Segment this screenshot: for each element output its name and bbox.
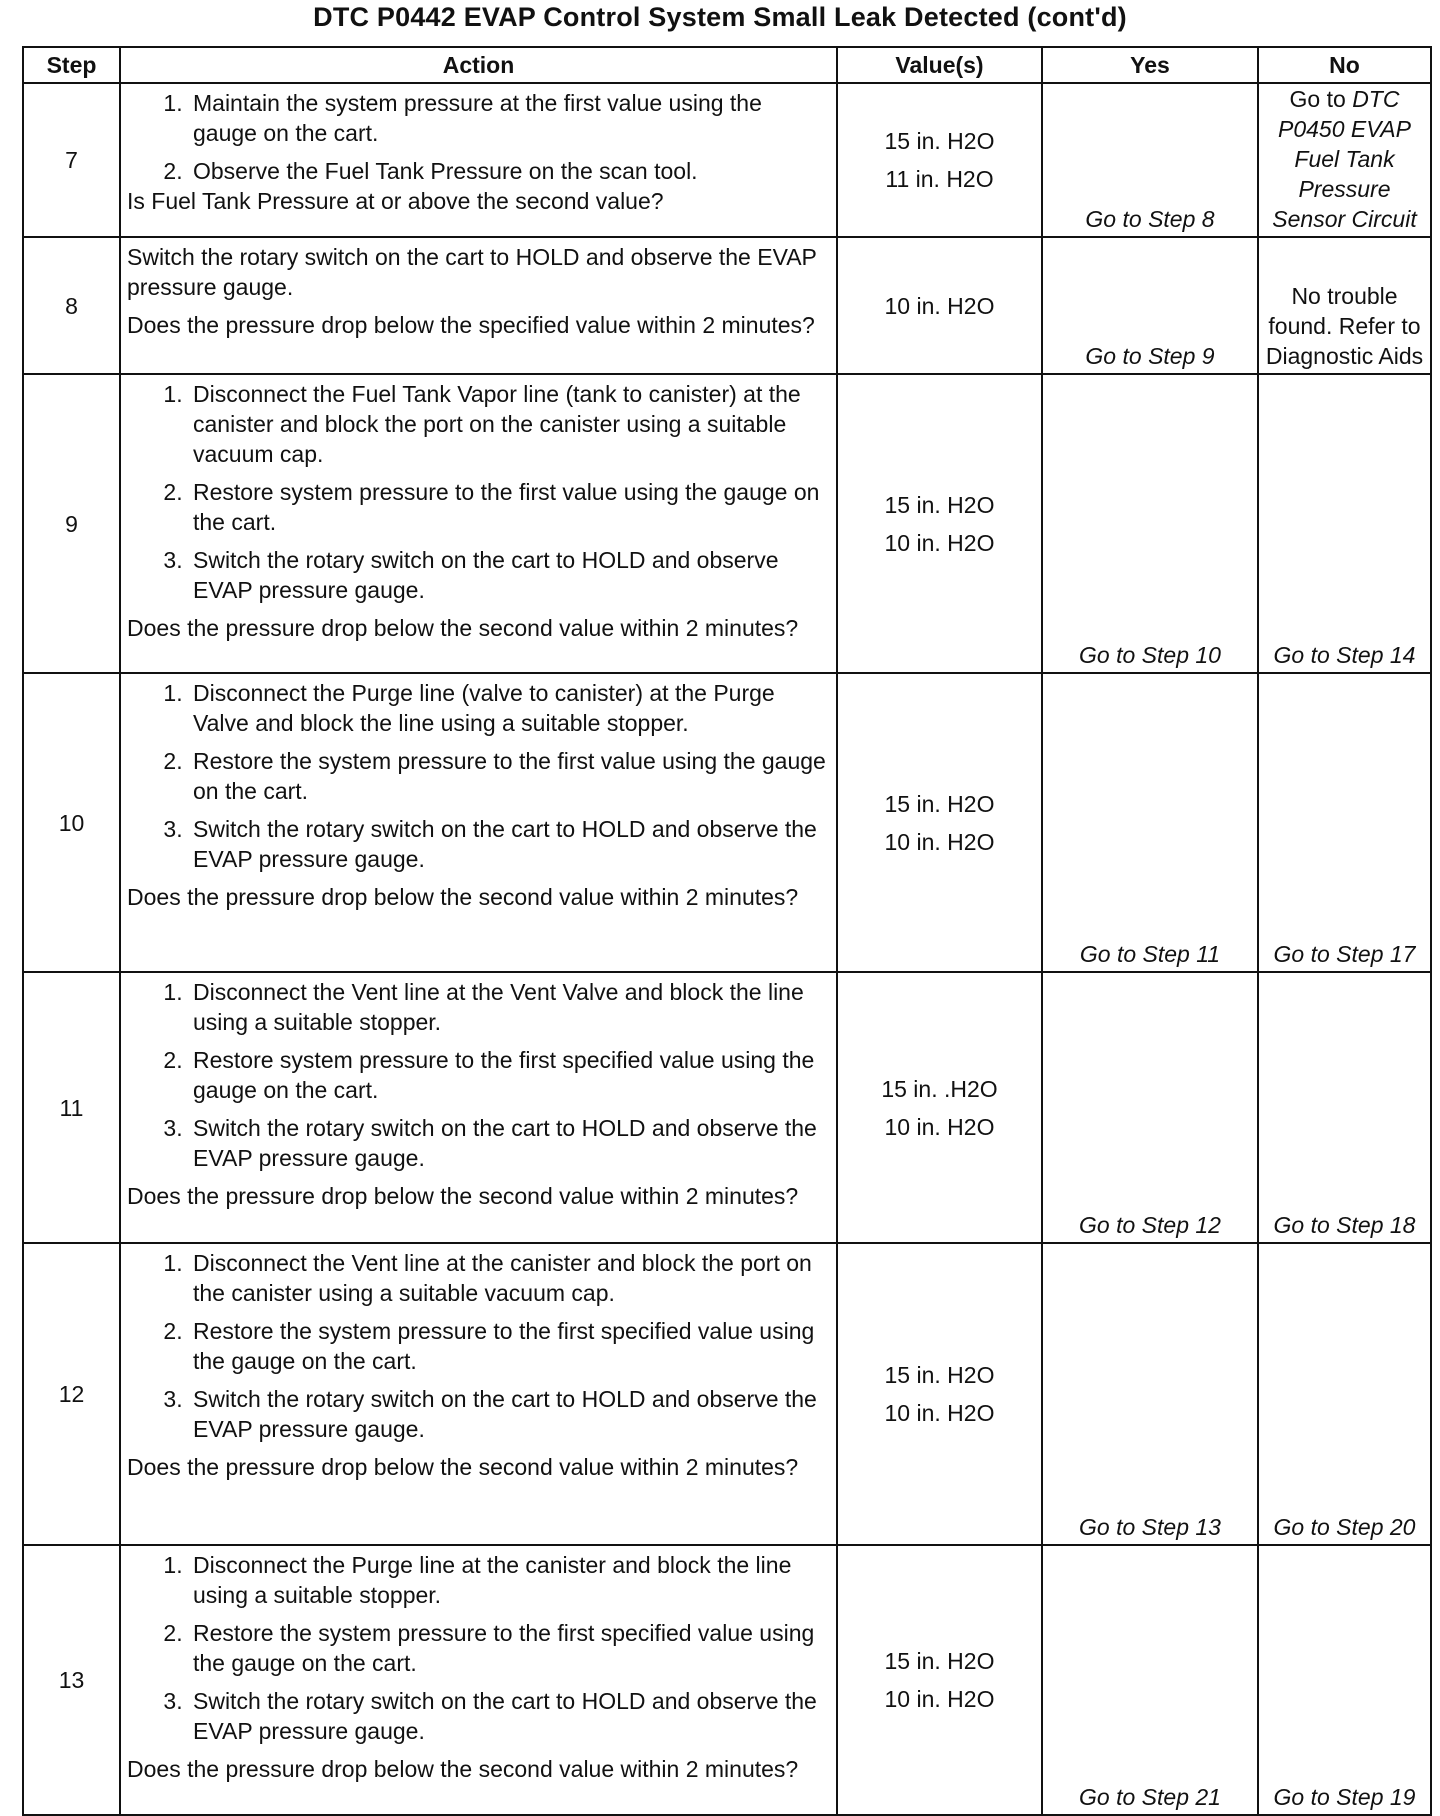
action-lead: Switch the rotary switch on the cart to HOLD and observe the EVAP pressure gauge. — [127, 244, 817, 300]
no-cell: Go to Step 17 — [1258, 673, 1431, 972]
step-number: 8 — [23, 237, 120, 374]
values-cell — [837, 673, 1042, 972]
value-text: 15 in. H2O — [884, 1362, 995, 1388]
no-cell: Go to Step 14 — [1258, 374, 1431, 673]
header-values: Value(s) — [837, 47, 1042, 83]
value-text: 15 in. .H2O — [881, 1075, 998, 1102]
table-row — [23, 1545, 1431, 1815]
action-item: 3. Switch the rotary switch on the cart to HOLD and observe the EVAP pressure gauge. — [189, 1113, 830, 1173]
action-item: 2. Restore the system pressure to the first specified value using the gauge on the cart. — [189, 1316, 830, 1376]
no-prefix: Go to — [1289, 86, 1353, 112]
yes-cell: Go to Step 11 — [1042, 673, 1258, 972]
action-question: Does the pressure drop below the second value within 2 minutes? — [127, 1756, 799, 1782]
action-cell — [120, 83, 837, 237]
value-text: 10 in. H2O — [884, 292, 995, 319]
value-text: 15 in. H2O — [884, 1648, 995, 1674]
yes-cell: Go to Step 10 — [1042, 374, 1258, 673]
action-cell — [120, 673, 837, 972]
action-list — [127, 379, 830, 605]
header-no: No — [1258, 47, 1431, 83]
action-cell — [120, 374, 837, 673]
no-reference: DTC P0450 EVAP Fuel Tank Pressure Sensor Circuit — [1272, 86, 1417, 232]
step-number: 13 — [23, 1545, 120, 1815]
action-item: 2. Restore system pressure to the first specified value using the gauge on the cart. — [189, 1045, 830, 1105]
step-number: 12 — [23, 1243, 120, 1545]
value-text: 15 in. H2O — [884, 491, 995, 518]
table-row — [23, 237, 1431, 374]
value-text: 15 in. H2O — [884, 790, 995, 817]
action-item: 2. Observe the Fuel Tank Pressure on the scan tool. — [189, 156, 830, 186]
table-row — [23, 673, 1431, 972]
action-item: 1. Disconnect the Vent line at the Vent Valve and block the line using a suitable stopper. — [189, 977, 830, 1037]
yes-cell: Go to Step 12 — [1042, 972, 1258, 1243]
values-cell — [837, 237, 1042, 374]
action-question: Does the pressure drop below the second value within 2 minutes? — [127, 615, 799, 641]
action-item: 3. Switch the rotary switch on the cart to HOLD and observe the EVAP pressure gauge. — [189, 1384, 830, 1444]
value-text: 11 in. H2O — [885, 166, 994, 192]
yes-cell: Go to Step 13 — [1042, 1243, 1258, 1545]
header-step: Step — [23, 47, 120, 83]
table-row — [23, 1243, 1431, 1545]
step-number: 10 — [23, 673, 120, 972]
yes-cell: Go to Step 21 — [1042, 1545, 1258, 1815]
action-cell — [120, 237, 837, 374]
step-number: 11 — [23, 972, 120, 1243]
action-list — [127, 1248, 830, 1444]
header-row — [23, 47, 1431, 83]
action-item: 2. Restore system pressure to the first value using the gauge on the cart. — [189, 477, 830, 537]
step-number: 9 — [23, 374, 120, 673]
action-item: 2. Restore the system pressure to the first specified value using the gauge on the cart. — [189, 1618, 830, 1678]
value-text: 10 in. H2O — [884, 828, 995, 855]
action-question: Does the pressure drop below the second value within 2 minutes? — [127, 1183, 799, 1209]
no-cell: Go to Step 18 — [1258, 972, 1431, 1243]
action-cell — [120, 1545, 837, 1815]
value-text: 10 in. H2O — [884, 1686, 995, 1712]
yes-cell: Go to Step 9 — [1042, 237, 1258, 374]
table-row — [23, 374, 1431, 673]
action-item: 3. Switch the rotary switch on the cart to HOLD and observe the EVAP pressure gauge. — [189, 814, 830, 874]
yes-cell: Go to Step 8 — [1042, 83, 1258, 237]
diagnostic-table — [22, 46, 1432, 1816]
values-cell — [837, 83, 1042, 237]
header-action: Action — [120, 47, 837, 83]
action-list — [127, 977, 830, 1173]
value-text: 10 in. H2O — [884, 529, 995, 556]
value-text: 10 in. H2O — [884, 1113, 995, 1140]
step-number: 7 — [23, 83, 120, 237]
action-item: 1. Disconnect the Fuel Tank Vapor line (tank to canister) at the canister and block the port on the canister using a suitable vacuum cap. — [189, 379, 830, 469]
table-row — [23, 972, 1431, 1243]
header-yes: Yes — [1042, 47, 1258, 83]
action-list — [127, 1550, 830, 1746]
action-question: Is Fuel Tank Pressure at or above the second value? — [127, 188, 664, 214]
action-item: 3. Switch the rotary switch on the cart to HOLD and observe the EVAP pressure gauge. — [189, 1686, 830, 1746]
no-cell: Go to Step 20 — [1258, 1243, 1431, 1545]
values-cell — [837, 972, 1042, 1243]
values-cell — [837, 1243, 1042, 1545]
action-list — [127, 678, 830, 874]
action-question: Does the pressure drop below the second value within 2 minutes? — [127, 884, 799, 910]
no-cell — [1258, 83, 1431, 237]
action-question: Does the pressure drop below the specified value within 2 minutes? — [127, 312, 815, 338]
action-item: 2. Restore the system pressure to the first value using the gauge on the cart. — [189, 746, 830, 806]
page-title: DTC P0442 EVAP Control System Small Leak Detected (cont'd) — [313, 2, 1127, 32]
action-list — [127, 88, 830, 186]
action-cell — [120, 972, 837, 1243]
values-cell — [837, 1545, 1042, 1815]
action-question: Does the pressure drop below the second value within 2 minutes? — [127, 1454, 799, 1480]
action-cell — [120, 1243, 837, 1545]
table-row — [23, 83, 1431, 237]
values-cell — [837, 374, 1042, 673]
action-item: 1. Disconnect the Purge line (valve to canister) at the Purge Valve and block the line using a suitable stopper. — [189, 678, 830, 738]
no-cell: No trouble found. Refer to Diagnostic Aids — [1258, 237, 1431, 374]
action-item: 1. Disconnect the Vent line at the canister and block the port on the canister using a suitable vacuum cap. — [189, 1248, 830, 1308]
value-text: 10 in. H2O — [884, 1400, 995, 1426]
no-cell: Go to Step 19 — [1258, 1545, 1431, 1815]
action-item: 3. Switch the rotary switch on the cart to HOLD and observe EVAP pressure gauge. — [189, 545, 830, 605]
action-item: 1. Maintain the system pressure at the first value using the gauge on the cart. — [189, 88, 830, 148]
value-text: 15 in. H2O — [884, 128, 995, 154]
action-item: 1. Disconnect the Purge line at the canister and block the line using a suitable stopper. — [189, 1550, 830, 1610]
